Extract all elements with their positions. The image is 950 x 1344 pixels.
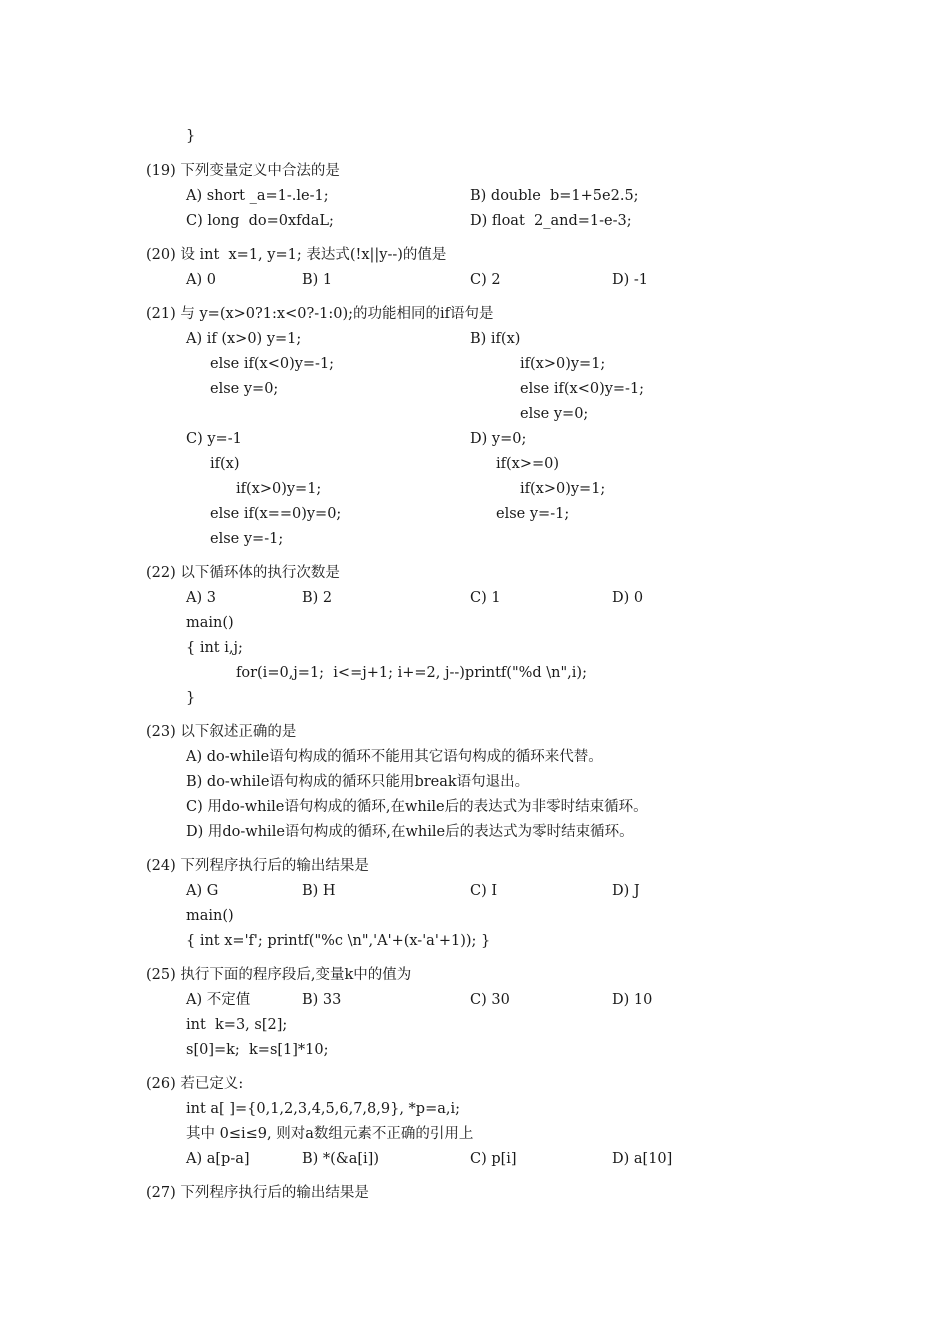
option-23-a: A) do-while语句构成的循环不能用其它语句构成的循环来代替。 [186,749,603,765]
option-20-b: B) 1 [302,272,333,288]
question-26: (26) 若已定义: [146,1076,244,1092]
option-21-d-line2: if(x>=0) [496,456,560,472]
option-25-c: C) 30 [470,992,510,1008]
code-26-line1: int a[ ]={0,1,2,3,4,5,6,7,8,9}, *p=a,i; [186,1101,460,1117]
question-20: (20) 设 int x=1, y=1; 表达式(!x||y--)的值是 [146,247,447,263]
option-21-d-line1: D) y=0; [470,431,527,447]
option-20-a: A) 0 [186,272,216,288]
option-21-d-line3: if(x>0)y=1; [520,481,606,497]
question-21: (21) 与 y=(x>0?1:x<0?-1:0);的功能相同的if语句是 [146,306,494,322]
option-24-b: B) H [302,883,336,899]
option-24-a: A) G [186,883,219,899]
option-21-c-line5: else y=-1; [210,531,284,547]
option-26-d: D) a[10] [612,1151,673,1167]
question-23: (23) 以下叙述正确的是 [146,724,297,740]
code-24-line2: { int x='f'; printf("%c \n",'A'+(x-'a'+1)); } [186,933,491,949]
option-25-b: B) 33 [302,992,342,1008]
option-24-d: D) J [612,883,640,899]
code-22-line1: main() [186,615,234,631]
option-22-b: B) 2 [302,590,333,606]
code-24-line1: main() [186,908,234,924]
question-25: (25) 执行下面的程序段后,变量k中的值为 [146,967,412,983]
option-25-a: A) 不定值 [186,992,251,1008]
option-26-c: C) p[i] [470,1151,517,1167]
option-21-c-line3: if(x>0)y=1; [236,481,322,497]
option-21-a-line2: else if(x<0)y=-1; [210,356,335,372]
option-19-a: A) short _a=1-.le-1; [186,188,329,204]
option-21-a-line1: A) if (x>0) y=1; [186,331,302,347]
option-25-d: D) 10 [612,992,653,1008]
option-21-b-line2: if(x>0)y=1; [520,356,606,372]
option-22-d: D) 0 [612,590,644,606]
option-21-b-line1: B) if(x) [470,331,521,347]
option-20-c: C) 2 [470,272,501,288]
option-20-d: D) -1 [612,272,649,288]
option-26-a: A) a[p-a] [186,1151,250,1167]
option-21-b-line4: else y=0; [520,406,589,422]
option-19-b: B) double b=1+5e2.5; [470,188,639,204]
question-19: (19) 下列变量定义中合法的是 [146,163,340,179]
code-25-line1: int k=3, s[2]; [186,1017,288,1033]
option-23-d: D) 用do-while语句构成的循环,在while后的表达式为零时结束循环。 [186,824,634,840]
option-21-c-line2: if(x) [210,456,240,472]
option-26-b: B) *(&a[i]) [302,1151,379,1167]
option-23-b: B) do-while语句构成的循环只能用break语句退出。 [186,774,530,790]
option-19-d: D) float 2_and=1-e-3; [470,213,632,229]
option-21-c-line4: else if(x==0)y=0; [210,506,342,522]
code-22-line2: { int i,j; [186,640,243,656]
code-22-line3: for(i=0,j=1; i<=j+1; i+=2, j--)printf("%d \n",i); [236,665,587,681]
code-25-line2: s[0]=k; k=s[1]*10; [186,1042,329,1058]
text-26-line2: 其中 0≤i≤9, 则对a数组元素不正确的引用上 [186,1126,474,1142]
option-23-c: C) 用do-while语句构成的循环,在while后的表达式为非零时结束循环。 [186,799,648,815]
option-21-c-line1: C) y=-1 [186,431,242,447]
question-27: (27) 下列程序执行后的输出结果是 [146,1185,369,1201]
question-24: (24) 下列程序执行后的输出结果是 [146,858,369,874]
closing-brace: } [186,128,196,144]
option-21-a-line3: else y=0; [210,381,279,397]
option-21-b-line3: else if(x<0)y=-1; [520,381,645,397]
question-22: (22) 以下循环体的执行次数是 [146,565,340,581]
option-22-c: C) 1 [470,590,501,606]
option-22-a: A) 3 [186,590,216,606]
option-21-d-line4: else y=-1; [496,506,570,522]
option-19-c: C) long do=0xfdaL; [186,213,334,229]
code-22-line4: } [186,690,196,706]
option-24-c: C) I [470,883,498,899]
